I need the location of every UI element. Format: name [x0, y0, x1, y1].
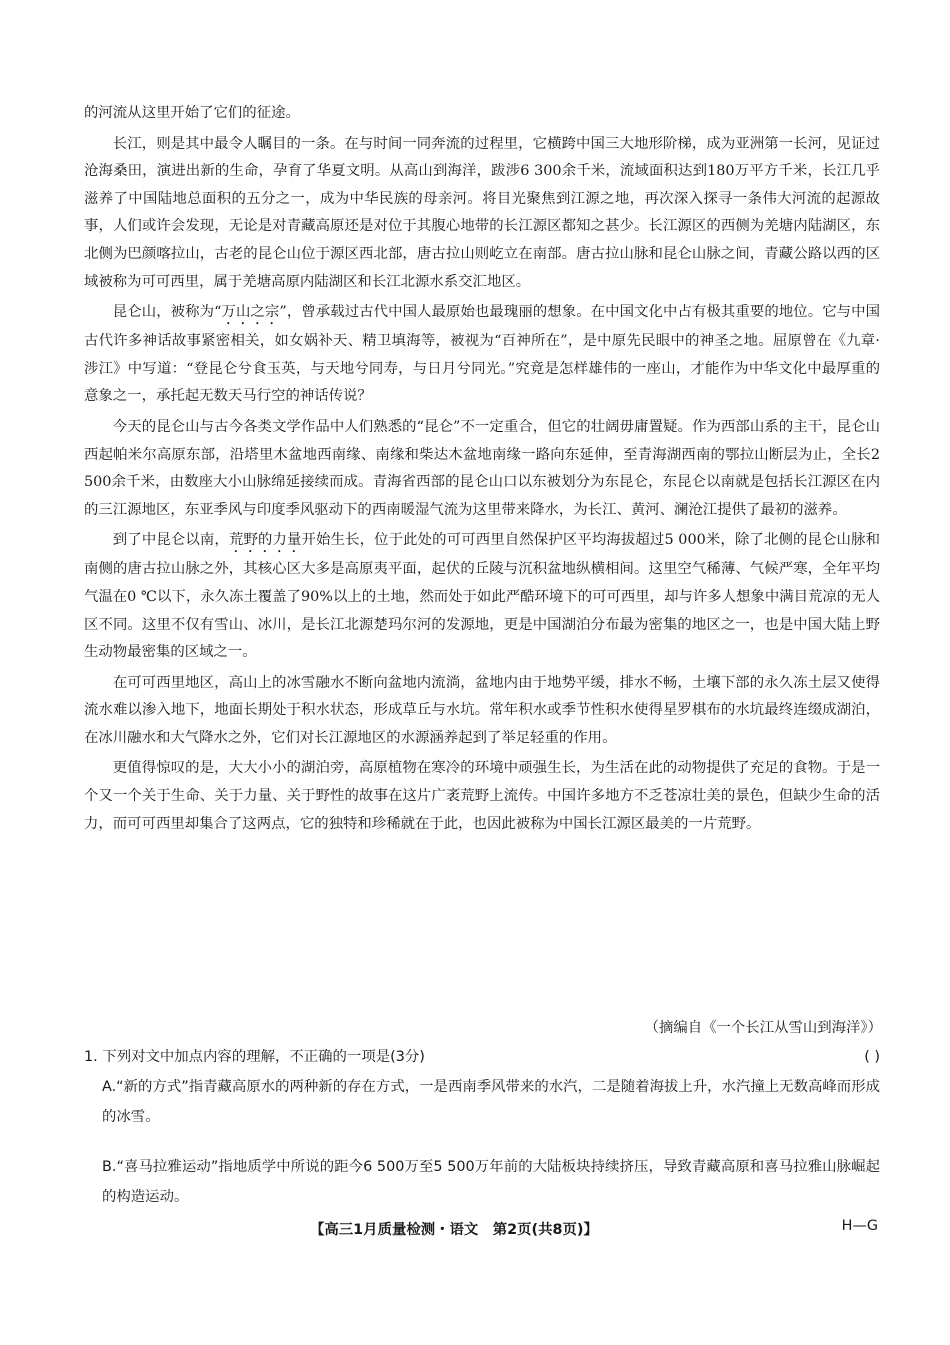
- question-stem: 1. 下列对文中加点内容的理解，不正确的一项是(3分): [84, 1049, 425, 1065]
- answer-bracket[interactable]: ( ): [864, 1049, 880, 1065]
- passage-paragraph-6: 更值得惊叹的是，大大小小的湖泊旁，高原植物在寒冷的环境中顽强生长，为生活在此的动物提供了充足的食物。于是一个又一个关于生命、关于力量、关于野性的故事在这片广袤荒野上流传。中国许多地方不乏苍凉壮美的景色，但缺少生命的活力，而可可西里却集合了这两点，它的独特和珍稀就在于此，也因此被称为中国长江源区最美的一片荒野。: [84, 760, 880, 832]
- option-b: B.“喜马拉雅运动”指地质学中所说的距今6 500万至5 500万年前的大陆板块持续挤压，导致青藏高原和喜马拉雅山脉崛起的构造运动。: [102, 1159, 880, 1205]
- paragraph-4-text-a: 到了中昆仑以南，: [112, 532, 229, 549]
- paragraph-4-text-b: 开始生长，位于此处的可可西里自然保护区平均海拔超过5 000米，除了北侧的昆仑山脉和南侧的唐古拉山脉之外，其核心区大多是高原夷平面，起伏的丘陵与沉积盆地纵横相间。这里空气稀薄、气候严寒，全年平均气温在0 ℃以下，永久冻土覆盖了90%以上的土地，然而处于如此严酷环境下的可可西里，却与许多人想象中满目荒凉的无人区不同。这里不仅有雪山、冰川，是长江北源楚玛尔河的发源地，更是中国湖泊分布最为密集的地区之一，也是中国大陆上野生动物最密集的区域之一。: [84, 532, 880, 661]
- passage-paragraph-5: 在可可西里地区，高山上的冰雪融水不断向盆地内流淌，盆地内由于地势平缓，排水不畅，土壤下部的永久冻土层又使得流水难以渗入地下，地面长期处于积水状态，形成草丘与水坑。常年积水或季节性积水使得星罗棋布的水坑最终连缀成湖泊，在冰川融水和大气降水之外，它们对长江源地区的水源涵养起到了举足轻重的作用。: [84, 674, 880, 746]
- paragraph-2-text-b: ”，曾承载过古代中国人最原始也最瑰丽的想象。在中国文化中占有极其重要的地位。它与中国古代许多神话故事紧密相关，如女娲补天、精卫填海等，被视为“百神所在”，是中原先民眼中的神圣之地。屈原曾在《九章·涉江》中写道：“登昆仑兮食玉英，与天地兮同寿，与日月兮同光。”究竟是怎样雄伟的一座山，才能作为中华文化中最厚重的意象之一，承托起无数天马行空的神话传说？: [84, 304, 880, 405]
- passage-paragraph-3: 今天的昆仑山与古今各类文学作品中人们熟悉的“昆仑”不一定重合，但它的壮阔毋庸置疑。作为西部山系的主干，昆仑山西起帕米尔高原东部，沿塔里木盆地西南缘、南缘和柴达木盆地南缘一路向东延伸，至青海湖西南的鄂拉山断层为止，全长2 500余千米，由数座大小山脉绵延接续而成。青海省西部的昆仑山口以东被划分为东昆仑，东昆仑以南就是包括长江源区在内的三江源地区，东亚季风与印度季风驱动下的西南暖湿气流为这里带来降水，为长江、黄河、澜沧江提供了最初的滋养。: [84, 418, 880, 518]
- dotted-phrase-huangye: 荒野的力量: [228, 532, 302, 549]
- passage-paragraph-4: [84, 527, 880, 666]
- dotted-phrase-wanshanzhizong: 万山之宗: [221, 304, 280, 321]
- source-citation: （摘编自《一个长江从雪山到海洋》）: [644, 1020, 882, 1036]
- passage-paragraph-1: 长江，则是其中最令人瞩目的一条。在与时间一同奔流的过程里，它横跨中国三大地形阶梯，成为亚洲第一长河，见证过沧海桑田，演进出新的生命，孕育了华夏文明。从高山到海洋，跋涉6 300余千米，流域面积达到180万平方千米，长江几乎滋养了中国陆地总面积的五分之一，成为中华民族的母亲河。将目光聚焦到江源之地，再次深入探寻一条伟大河流的起源故事，人们或许会发现，无论是对青藏高原还是对位于其腹心地带的长江源区都知之甚少。长江源区的西侧为羌塘内陆湖区，东北侧为巴颜喀拉山，古老的昆仑山位于源区西北部，唐古拉山则屹立在南部。唐古拉山脉和昆仑山脉之间，青藏公路以西的区域被称为可可西里，属于羌塘高原内陆湖区和长江北源水系交汇地区。: [84, 135, 880, 290]
- passage: [84, 100, 880, 838]
- paragraph-2-text-a: 昆仑山，被称为“: [112, 304, 222, 321]
- passage-paragraph-0: 的河流从这里开始了它们的征途。: [84, 105, 300, 121]
- footer-code: H—G: [841, 1218, 878, 1234]
- option-a: A.“新的方式”指青藏高原水的两种新的存在方式，一是西南季风带来的水汽，二是随着海拔上升，水汽撞上无数高峰而形成的冰雪。: [102, 1079, 880, 1125]
- passage-paragraph-2: [84, 299, 880, 411]
- footer-exam-title: 【高三1月质量检测・语文 第2页(共8页)】: [310, 1222, 598, 1238]
- question-1: [84, 1042, 880, 1212]
